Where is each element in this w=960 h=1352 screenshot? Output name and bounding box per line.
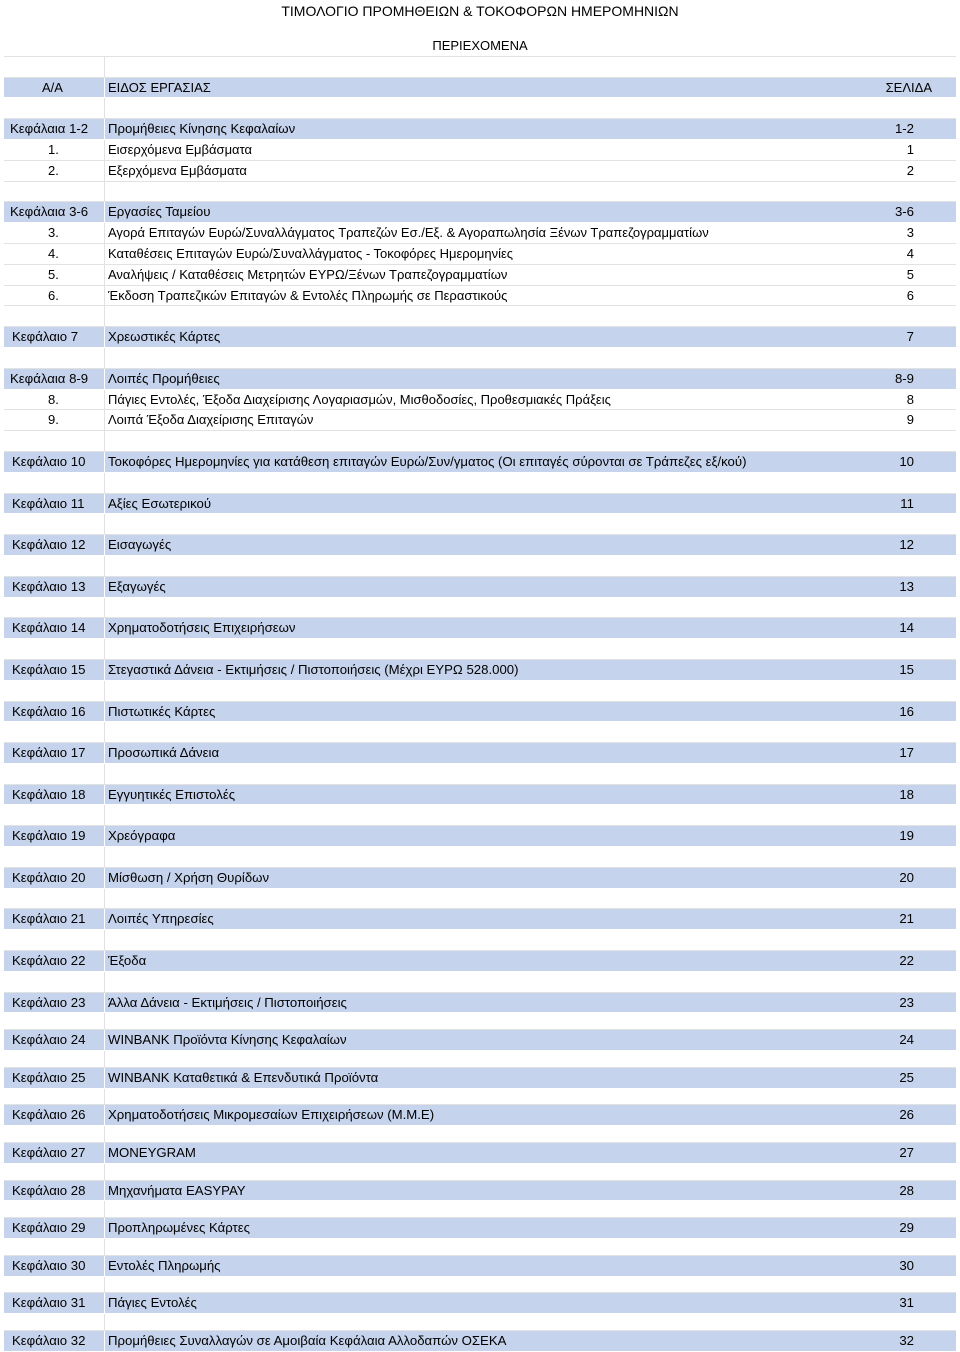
entry-page: 13 <box>899 578 914 594</box>
entry-page: 25 <box>899 1069 914 1085</box>
column-divider <box>104 618 105 638</box>
entry-description: Έξοδα <box>108 953 147 969</box>
entry-page: 21 <box>899 911 914 927</box>
entry-number: Κεφάλαιο 29 <box>12 1220 86 1236</box>
entry-description: Προπληρωμένες Κάρτες <box>108 1220 250 1236</box>
column-divider <box>104 993 105 1013</box>
chapter-row[interactable] <box>4 1331 956 1352</box>
entry-page: 30 <box>899 1257 914 1273</box>
column-divider <box>104 847 105 867</box>
chapter-row[interactable] <box>4 951 956 972</box>
entry-page: 8-9 <box>894 370 914 386</box>
column-divider <box>104 1314 105 1330</box>
entry-description: Λοιπά Έξοδα Διαχείρισης Επιταγών <box>108 412 314 428</box>
entry-number: Κεφάλαιο 13 <box>12 578 86 594</box>
entry-description: Αναλήψεις / Καταθέσεις Μετρητών ΕΥΡΩ/Ξένων Τραπεζογραμματίων <box>108 266 508 282</box>
column-divider <box>104 1143 105 1163</box>
entry-page: 17 <box>899 745 914 761</box>
spacer-row <box>4 1089 956 1106</box>
entry-description: Τοκοφόρες Ημερομηνίες για κατάθεση επιταγών Ευρώ/Συν/γματος (Οι επιταγές σύρονται σε Τράπεζες εξ/κού) <box>108 453 747 469</box>
entry-number: 5. <box>48 266 59 282</box>
chapter-row[interactable] <box>4 1068 956 1089</box>
entry-description: Αξίες Εσωτερικού <box>108 495 212 511</box>
entry-page: 3 <box>906 225 914 241</box>
entry-number: Κεφάλαιο 22 <box>12 953 86 969</box>
entry-number: 9. <box>48 412 59 428</box>
chapter-row[interactable] <box>4 452 956 473</box>
entry-number: Κεφάλαια 3-6 <box>10 204 89 220</box>
entry-description: Άλλα Δάνεια - Εκτιμήσεις / Πιστοποιήσεις <box>108 994 347 1010</box>
column-divider <box>104 452 105 472</box>
entry-description: Πιστωτικές Κάρτες <box>108 703 216 719</box>
entry-page: 11 <box>900 495 914 511</box>
column-divider <box>104 1218 105 1238</box>
column-divider <box>104 826 105 846</box>
entry-description: Λοιπές Προμήθειες <box>108 370 220 386</box>
entry-page: 18 <box>899 786 914 802</box>
spacer-row <box>4 98 956 119</box>
chapter-row[interactable] <box>4 702 956 723</box>
entry-page: 12 <box>899 537 914 553</box>
entry-description: Εξερχόμενα Εμβάσματα <box>108 162 247 178</box>
entry-description: Προμήθειες Κίνησης Κεφαλαίων <box>108 121 296 137</box>
entry-number: 3. <box>48 225 59 241</box>
chapter-row[interactable] <box>4 1143 956 1164</box>
chapter-row[interactable] <box>4 785 956 806</box>
column-divider <box>104 909 105 929</box>
entry-number: Κεφάλαιο 26 <box>12 1107 86 1123</box>
column-divider <box>104 1126 105 1142</box>
entry-description: Καταθέσεις Επιταγών Ευρώ/Συναλλάγματος - Τοκοφόρες Ημερομηνίες <box>108 245 514 261</box>
column-divider <box>104 722 105 742</box>
contents-label: ΠΕΡΙΕΧΟΜΕΝΑ <box>432 38 528 53</box>
entry-page: 8 <box>906 391 914 407</box>
chapter-row[interactable] <box>4 119 956 140</box>
column-divider <box>104 764 105 784</box>
section-row[interactable] <box>4 161 956 182</box>
column-divider <box>104 1256 105 1276</box>
column-divider <box>104 681 105 701</box>
column-divider <box>104 140 105 160</box>
contents-table <box>4 36 956 1352</box>
spacer-row <box>4 805 956 826</box>
chapter-row[interactable] <box>4 743 956 764</box>
spacer-row <box>4 889 956 910</box>
entry-page: 24 <box>899 1032 914 1048</box>
section-row[interactable] <box>4 244 956 265</box>
entry-number: Κεφάλαιο 10 <box>12 453 86 469</box>
column-divider <box>104 514 105 534</box>
entry-page: 3-6 <box>894 204 914 220</box>
spacer-row <box>4 1126 956 1143</box>
entry-number: Κεφάλαιο 24 <box>12 1032 86 1048</box>
column-divider <box>104 577 105 597</box>
column-divider <box>104 244 105 264</box>
entry-page: 1 <box>906 141 914 157</box>
entry-description: Χρεόγραφα <box>108 828 176 844</box>
entry-page: 27 <box>899 1145 914 1161</box>
column-divider <box>104 494 105 514</box>
chapter-row[interactable] <box>4 618 956 639</box>
entry-description: MONEYGRAM <box>108 1145 196 1161</box>
entry-number: Κεφάλαιο 20 <box>12 869 86 885</box>
column-divider <box>104 868 105 888</box>
entry-page: 23 <box>899 994 914 1010</box>
entry-page: 4 <box>906 245 914 261</box>
spacer-row <box>4 1201 956 1218</box>
column-divider <box>104 473 105 493</box>
entry-number: Κεφάλαιο 30 <box>12 1257 86 1273</box>
entry-page: 7 <box>906 329 914 345</box>
chapter-row[interactable] <box>4 1105 956 1126</box>
entry-description: Εισερχόμενα Εμβάσματα <box>108 141 253 157</box>
spacer-row <box>4 1314 956 1331</box>
entry-description: Αγορά Επιταγών Ευρώ/Συναλλάγματος Τραπεζών Εσ./Εξ. & Αγοραπωλησία Ξένων Τραπεζογραμματίων <box>108 225 709 241</box>
column-divider <box>104 1105 105 1125</box>
entry-page: 19 <box>899 828 914 844</box>
entry-page: 29 <box>899 1220 914 1236</box>
section-row[interactable] <box>4 265 956 286</box>
entry-number: Κεφάλαιο 28 <box>12 1182 86 1198</box>
column-divider <box>104 98 105 118</box>
spacer-row <box>4 639 956 660</box>
header-row <box>4 78 956 99</box>
chapter-row[interactable] <box>4 1293 956 1314</box>
entry-description: Χρηματοδοτήσεις Μικρομεσαίων Επιχειρήσεων (Μ.Μ.Ε) <box>108 1107 435 1123</box>
section-row[interactable] <box>4 390 956 411</box>
entry-description: Έκδοση Τραπεζικών Επιταγών & Εντολές Πληρωμής σε Περαστικούς <box>108 287 508 303</box>
column-divider <box>104 119 105 139</box>
column-divider <box>104 431 105 451</box>
spacer-row <box>4 473 956 494</box>
column-divider <box>104 1181 105 1201</box>
entry-number: Κεφάλαιο 23 <box>12 994 86 1010</box>
entry-number: Κεφάλαιο 17 <box>12 745 86 761</box>
chapter-row[interactable] <box>4 868 956 889</box>
entry-description: Στεγαστικά Δάνεια - Εκτιμήσεις / Πιστοποιήσεις (Μέχρι ΕΥΡΩ 528.000) <box>108 661 519 677</box>
spacer-row <box>4 930 956 951</box>
spacer-row <box>4 1013 956 1030</box>
entry-page: 26 <box>899 1107 914 1123</box>
column-divider <box>104 1239 105 1255</box>
column-divider <box>104 639 105 659</box>
spacer-row <box>4 972 956 993</box>
column-divider <box>104 202 105 222</box>
spacer-row <box>4 1277 956 1294</box>
entry-description: Εισαγωγές <box>108 537 172 553</box>
entry-description: Πάγιες Εντολές, Έξοδα Διαχείρισης Λογαριασμών, Μισθοδοσίες, Προθεσμιακές Πράξεις <box>108 391 611 407</box>
column-divider <box>104 1331 105 1351</box>
entry-number: 8. <box>48 391 59 407</box>
entry-description: Προμήθειες Συναλλαγών σε Αμοιβαία Κεφάλαια Αλλοδαπών ΟΣΕΚΑ <box>108 1333 507 1348</box>
column-divider <box>104 930 105 950</box>
entry-description: Προσωπικά Δάνεια <box>108 745 220 761</box>
entry-page: 15 <box>899 661 914 677</box>
entry-page: 20 <box>899 869 914 885</box>
entry-page: 28 <box>899 1182 914 1198</box>
entry-page: 14 <box>899 620 914 636</box>
entry-description: Μίσθωση / Χρήση Θυρίδων <box>108 869 270 885</box>
column-divider <box>104 951 105 971</box>
entry-description: Μηχανήματα EASYPAY <box>108 1182 246 1198</box>
spacer-row <box>4 681 956 702</box>
entry-number: Κεφάλαιο 25 <box>12 1069 86 1085</box>
entry-page: 10 <box>899 453 914 469</box>
spacer-row <box>4 556 956 577</box>
document-title: ΤΙΜΟΛΟΓΙΟ ΠΡΟΜΗΘΕΙΩΝ & ΤΟΚΟΦΟΡΩΝ ΗΜΕΡΟΜΗΝΙΩΝ <box>281 3 679 19</box>
column-divider <box>104 702 105 722</box>
entry-page: 2 <box>906 162 914 178</box>
chapter-row[interactable] <box>4 577 956 598</box>
column-divider <box>104 1164 105 1180</box>
chapter-row[interactable] <box>4 1030 956 1051</box>
spacer-row <box>4 306 956 327</box>
chapter-row[interactable] <box>4 909 956 930</box>
chapter-row[interactable] <box>4 660 956 681</box>
entry-description: Χρεωστικές Κάρτες <box>108 329 221 345</box>
section-row[interactable] <box>4 410 956 431</box>
entry-number: Κεφάλαιο 32 <box>12 1333 86 1348</box>
column-divider <box>104 223 105 243</box>
chapter-row[interactable] <box>4 1218 956 1239</box>
entry-number: 4. <box>48 245 59 261</box>
entry-description: Εργασίες Ταμείου <box>108 204 211 220</box>
spacer-row <box>4 764 956 785</box>
contents-row <box>4 36 956 57</box>
entry-number: Κεφάλαια 8-9 <box>10 370 89 386</box>
section-row[interactable] <box>4 140 956 161</box>
spacer-row <box>4 598 956 619</box>
entry-page: 5 <box>906 266 914 282</box>
entry-number: 2. <box>48 162 59 178</box>
section-row[interactable] <box>4 223 956 244</box>
column-divider <box>104 265 105 285</box>
spacer-row <box>4 1164 956 1181</box>
entry-description: Χρηματοδοτήσεις Επιχειρήσεων <box>108 620 296 636</box>
column-divider <box>104 785 105 805</box>
column-divider <box>104 1051 105 1067</box>
column-divider <box>104 327 105 347</box>
entry-description: Λοιπές Υπηρεσίες <box>108 911 214 927</box>
entry-description: Πάγιες Εντολές <box>108 1295 197 1311</box>
entry-number: Κεφάλαιο 11 <box>12 495 85 511</box>
column-divider <box>104 805 105 825</box>
column-divider <box>104 660 105 680</box>
column-divider <box>104 182 105 202</box>
spacer-row <box>4 182 956 203</box>
column-divider <box>104 286 105 306</box>
column-divider <box>104 1089 105 1105</box>
entry-description: WINBANK Καταθετικά & Επενδυτικά Προϊόντα <box>108 1069 379 1085</box>
chapter-row[interactable] <box>4 494 956 515</box>
entry-number: Κεφάλαιο 16 <box>12 703 86 719</box>
column-divider <box>104 1293 105 1313</box>
entry-number: Κεφάλαιο 31 <box>12 1295 86 1311</box>
column-divider <box>104 889 105 909</box>
chapter-row[interactable] <box>4 1256 956 1277</box>
entry-number: 6. <box>48 287 59 303</box>
column-divider <box>104 743 105 763</box>
spacer-row <box>4 57 956 78</box>
header-page: ΣΕΛΙΔΑ <box>885 79 932 95</box>
spacer-row <box>4 348 956 369</box>
column-divider <box>104 556 105 576</box>
entry-number: Κεφάλαιο 27 <box>12 1145 86 1161</box>
entry-page: 1-2 <box>894 121 914 137</box>
column-divider <box>104 306 105 326</box>
column-divider <box>104 1068 105 1088</box>
entry-number: Κεφάλαιο 15 <box>12 661 86 677</box>
spacer-row <box>4 1051 956 1068</box>
entry-number: Κεφάλαια 1-2 <box>10 121 89 137</box>
chapter-row[interactable] <box>4 327 956 348</box>
spacer-row <box>4 514 956 535</box>
header-description: ΕΙΔΟΣ ΕΡΓΑΣΙΑΣ <box>108 79 211 95</box>
column-divider <box>104 1013 105 1029</box>
column-divider <box>104 390 105 410</box>
column-divider <box>104 348 105 368</box>
entry-page: 31 <box>899 1295 914 1311</box>
entry-page: 22 <box>899 953 914 969</box>
entry-description: Εξαγωγές <box>108 578 166 594</box>
section-row[interactable] <box>4 286 956 307</box>
chapter-row[interactable] <box>4 826 956 847</box>
spacer-row <box>4 431 956 452</box>
spacer-row <box>4 1239 956 1256</box>
entry-number: Κεφάλαιο 18 <box>12 786 86 802</box>
entry-number: Κεφάλαιο 19 <box>12 828 86 844</box>
spacer-row <box>4 847 956 868</box>
entry-description: WINBANK Προϊόντα Κίνησης Κεφαλαίων <box>108 1032 347 1048</box>
column-divider <box>104 1030 105 1050</box>
chapter-row[interactable] <box>4 1181 956 1202</box>
entry-number: Κεφάλαιο 21 <box>12 911 86 927</box>
entry-page: 6 <box>906 287 914 303</box>
column-divider <box>104 1277 105 1293</box>
column-divider <box>104 1201 105 1217</box>
header-number: Α/Α <box>42 79 63 95</box>
chapter-row[interactable] <box>4 202 956 223</box>
entry-page: 16 <box>899 703 914 719</box>
column-divider <box>104 161 105 181</box>
column-divider <box>104 598 105 618</box>
column-divider <box>104 78 105 98</box>
column-divider <box>104 57 105 77</box>
column-divider <box>104 972 105 992</box>
entry-number: Κεφάλαιο 7 <box>12 329 79 345</box>
entry-page: 32 <box>899 1333 914 1348</box>
chapter-row[interactable] <box>4 369 956 390</box>
entry-description: Εγγυητικές Επιστολές <box>108 786 236 802</box>
chapter-row[interactable] <box>4 535 956 556</box>
entry-number: 1. <box>48 141 59 157</box>
entry-number: Κεφάλαιο 14 <box>12 620 86 636</box>
column-divider <box>104 410 105 430</box>
chapter-row[interactable] <box>4 993 956 1014</box>
column-divider <box>104 369 105 389</box>
entry-description: Εντολές Πληρωμής <box>108 1257 221 1273</box>
spacer-row <box>4 722 956 743</box>
entry-page: 9 <box>906 412 914 428</box>
column-divider <box>104 535 105 555</box>
entry-number: Κεφάλαιο 12 <box>12 537 86 553</box>
